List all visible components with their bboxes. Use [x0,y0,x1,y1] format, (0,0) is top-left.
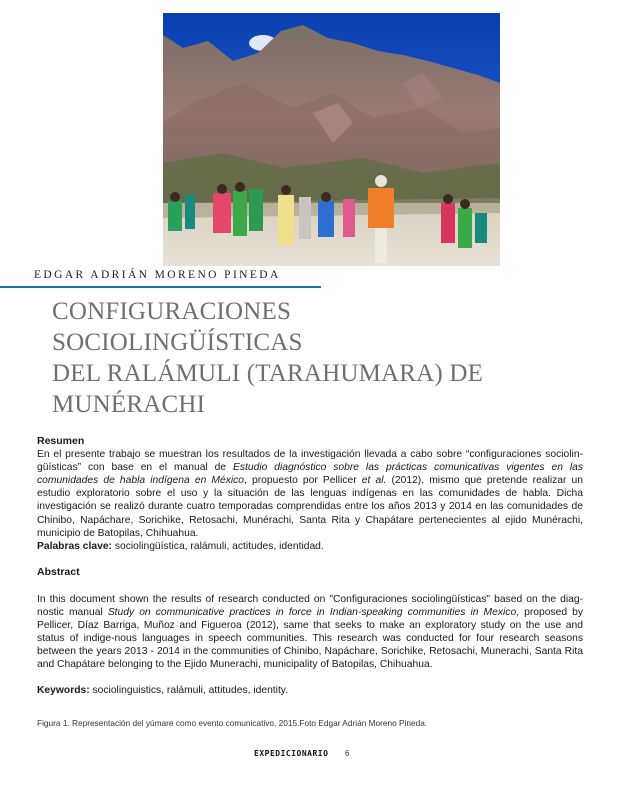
resumen-paragraph [37,448,583,540]
resumen-text: En el presente trabajo se muestran los resultados de la investigación llevada a cabo sobre “configuraciones sociolin-güísticas” con base en el manual de [37,449,583,474]
abstract-text: , proposed by Pellicer, Díaz Barriga, Muñoz and Figueroa (2012), same that seeks to make an exploratory study on the use and status of indige-nous languages in speech communities. This research was conducted for four research seasons between the years 2013 - 2014 in the communities of Chinibo, Napáchare, Sorichike, Retosachi, Munerachi, Santa Rita and Chapátare belonging to the Ejido Munerachi, municipality of Batopilas, Chihuahua. [37,607,583,671]
resumen-text: , propuesto por Pellicer [244,475,362,487]
resumen-text: (2012), mismo que pretende realizar un estudio exploratorio sobre el uso y la situación de las lenguas indígenas en las comunidades de habla. Dicha investigación se realizó durante cuatro temporadas comprendidas entre los años 2013 y 2014 en las comunidades de Chinibo, Napáchare, Sorichike, Retosachi, Munérachi, Santa Rita y Chapátare pertenecientes al ejido Munérachi, municipio de Batopilas, Chihuahua. [37,475,584,539]
resumen-italic-title: Estudio diagnóstico sobre las prácticas comunicativas vigentes en las comunidades de habla indígena en México [37,462,584,487]
article-title [52,296,572,420]
resumen-heading: Resumen [37,435,85,447]
cover-photo-illustration [163,13,500,266]
title-line: SOCIOLINGÜÍSTICAS [52,329,303,356]
cover-photo [163,13,500,266]
page-number: 6 [345,749,350,758]
author-rule [0,286,321,288]
author-name: EDGAR ADRIÁN MORENO PINEDA [34,269,281,281]
palabras-clave-label: Palabras clave: [37,541,112,552]
abstract-section [37,593,583,672]
resumen-section [37,435,583,540]
title-line: MUNÉRACHI [52,391,206,418]
keywords-label: Keywords: [37,685,90,696]
palabras-clave [37,540,583,553]
title-line: DEL RALÁMULI (TARAHUMARA) DE [52,360,484,387]
keywords-text: sociolinguistics, ralámuli, attitudes, identity. [89,685,289,696]
resumen-italic-etal: et al. [361,475,387,487]
keywords [37,684,583,697]
abstract-text: In this document shown the results of research conducted on "Configuraciones sociolingüísticas" based on the diag-nostic manual [37,594,583,619]
abstract-italic-title: Study on communicative practices in force in Indian-speaking communities in Mexico [107,607,517,619]
abstract-heading-wrap [37,566,583,579]
figure-caption: Figura 1. Representación del yúmare como evento comunicativo, 2015.Foto Edgar Adrián Moreno Pineda. [37,718,428,728]
abstract-heading: Abstract [37,566,80,578]
footer-journal-name: EXPEDICIONARIO [254,749,329,758]
palabras-clave-text: sociolingüística, ralámuli, actitudes, identidad. [112,541,324,552]
title-line: CONFIGURACIONES [52,298,292,325]
